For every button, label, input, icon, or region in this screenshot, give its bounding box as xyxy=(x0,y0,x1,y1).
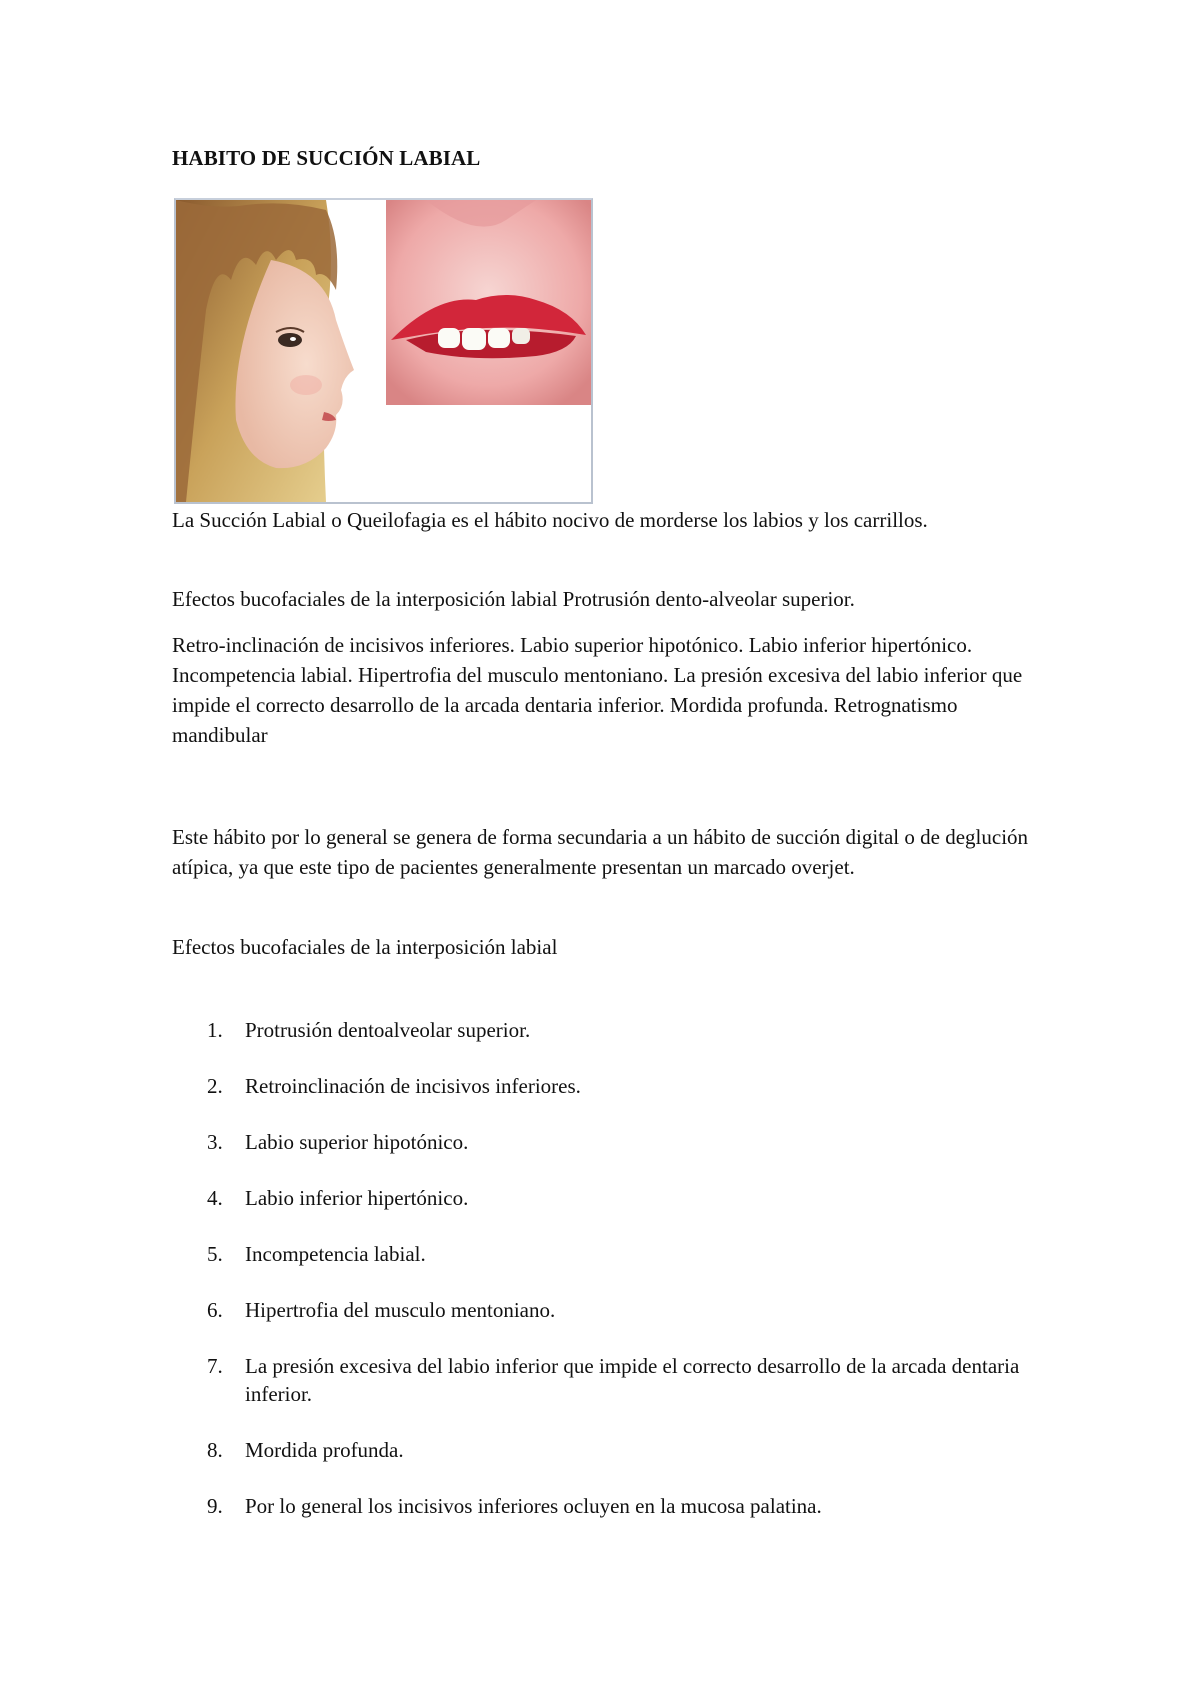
list-item: 2. Retroinclinación de incisivos inferiores. xyxy=(207,1074,581,1098)
illustration-drawing xyxy=(176,200,591,502)
effects-details-paragraph: Retro-inclinación de incisivos inferiores. Labio superior hipotónico. Labio inferior hipertónico. Incompetencia labial. Hipertrofia del musculo mentoniano. La presión excesiva del labio inferior que impide el correcto desarrollo de la arcada dentaria inferior. Mordida profunda. Retrognatismo mandibular xyxy=(172,633,1023,747)
list-item: 4. Labio inferior hipertónico. xyxy=(207,1186,469,1210)
list-item: 9. Por lo general los incisivos inferiores ocluyen en la mucosa palatina. xyxy=(207,1494,822,1518)
effects-list xyxy=(172,1016,1052,1520)
list-item: 7. La presión excesiva del labio inferior que impide el correcto desarrollo de la arcada dentaria inferior. xyxy=(207,1354,1020,1406)
list-item: 3. Labio superior hipotónico. xyxy=(207,1130,469,1154)
intro-paragraph: La Succión Labial o Queilofagia es el hábito nocivo de morderse los labios y los carrillos. xyxy=(172,508,928,532)
list-item: 1. Protrusión dentoalveolar superior. xyxy=(207,1018,531,1042)
secondary-habit-paragraph: Este hábito por lo general se genera de forma secundaria a un hábito de succión digital o de deglución atípica, ya que este tipo de pacientes generalmente presentan un marcado overjet. xyxy=(172,825,1029,879)
document-title: HABITO DE SUCCIÓN LABIAL xyxy=(172,146,481,170)
list-item: 6. Hipertrofia del musculo mentoniano. xyxy=(207,1298,556,1322)
illustration-child-lips xyxy=(174,198,593,504)
list-item: 5. Incompetencia labial. xyxy=(207,1242,426,1266)
effects-heading-paragraph: Efectos bucofaciales de la interposición labial xyxy=(172,935,558,959)
effects-paragraph: Efectos bucofaciales de la interposición labial Protrusión dento-alveolar superior. xyxy=(172,587,855,611)
list-item: 8. Mordida profunda. xyxy=(207,1438,404,1462)
